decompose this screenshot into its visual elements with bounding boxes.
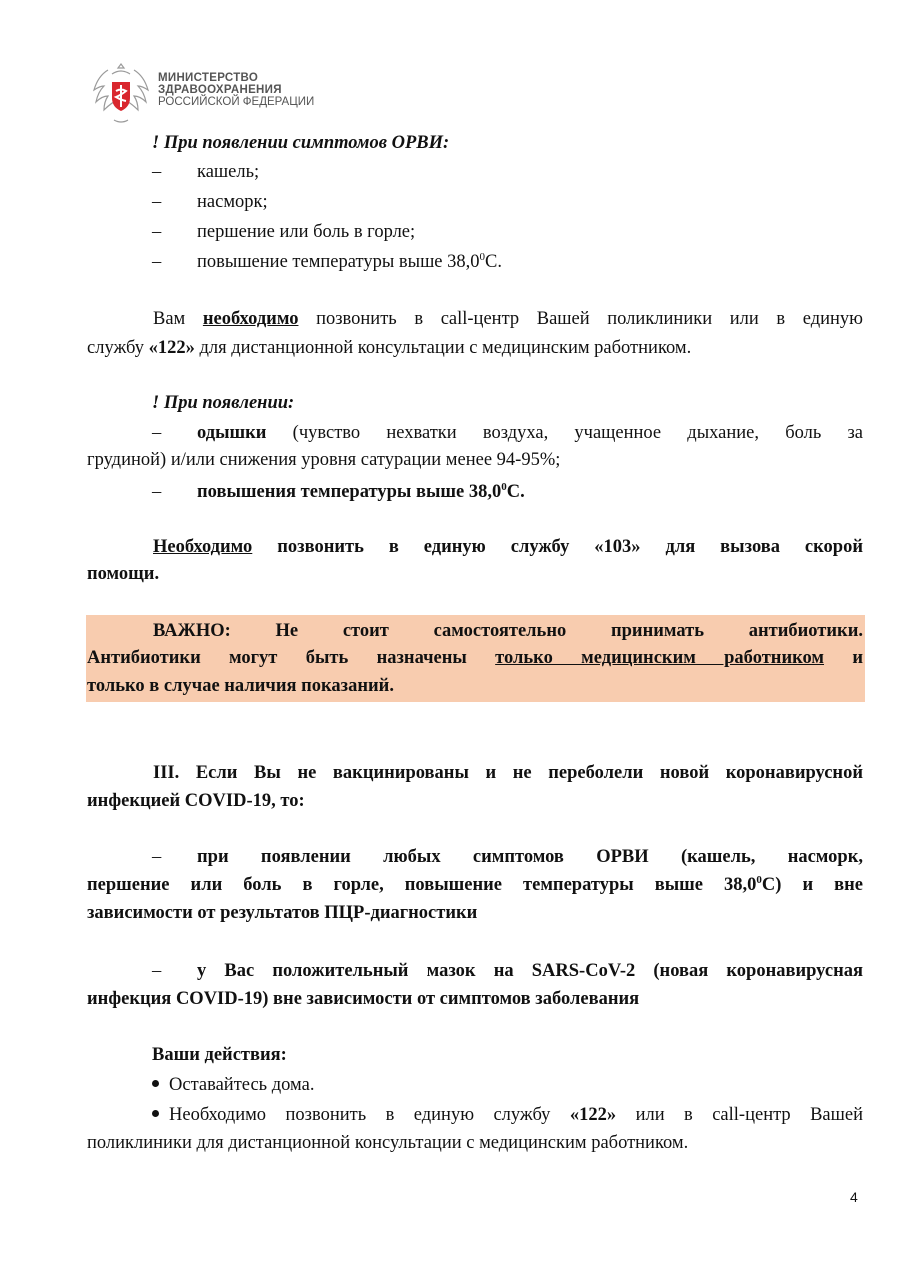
action-item-2-line2: поликлиники для дистанционной консультации с медицинским работником.	[87, 1133, 689, 1153]
action-item-1	[152, 1073, 314, 1097]
s3-item1-line1: при появлении любых симптомов ОРВИ (кашель, насморк,	[197, 847, 863, 867]
dyspnea-item-line1	[197, 421, 863, 445]
para1-line2a: службу	[87, 338, 144, 358]
only-medical-worker: только медицинским работником	[495, 648, 825, 668]
ambulance-paragraph-line2: помощи.	[87, 564, 160, 584]
important-line2c: и	[852, 648, 863, 668]
symptom-dash: –	[152, 482, 162, 502]
symptom-dash: –	[152, 222, 162, 242]
logo-line-2: ЗДРАВООХРАНЕНИЯ	[158, 84, 282, 96]
symptom-item	[197, 250, 502, 274]
dyspnea-rest: (чувство нехватки воздуха, учащенное дыхание, боль за	[292, 423, 863, 443]
section3-title-line2: инфекцией COVID-19, то:	[87, 791, 305, 811]
action-item-2-line1	[87, 1103, 863, 1127]
para1-line2c: для дистанционной консультации с медицинским работником.	[199, 338, 692, 358]
para1-rest: позвонить в call-центр Вашей поликлиники или в единую	[316, 309, 864, 329]
symptom-dash: –	[152, 847, 162, 867]
degree-sup: 0	[756, 873, 762, 886]
temp-unit: С.	[485, 252, 502, 272]
symptom-item: насморк;	[197, 192, 268, 212]
action2-c: или в call-центр Вашей	[635, 1105, 864, 1125]
actions-title: Ваши действия:	[152, 1045, 287, 1065]
fever-text: повышения температуры выше 38,0	[197, 482, 502, 502]
fever-item	[197, 480, 525, 504]
temp-text: повышение температуры выше 38,0	[197, 252, 480, 272]
ministry-name	[158, 72, 314, 108]
service-122: «122»	[148, 338, 195, 358]
bullet-icon	[152, 1110, 159, 1117]
important-line2	[87, 646, 863, 670]
action1-text: Оставайтесь дома.	[169, 1075, 315, 1095]
s3-item2-line2: инфекция COVID-19) вне зависимости от симптомов заболевания	[87, 989, 640, 1009]
s3-item2-line1: у Вас положительный мазок на SARS-CoV-2 (новая коронавирусная	[197, 961, 863, 981]
double-headed-eagle-emblem-icon	[90, 60, 152, 126]
degree-sup: 0	[479, 250, 486, 263]
important-line2a: Антибиотики могут быть назначены	[87, 648, 467, 668]
section3-title-line1: III. Если Вы не вакцинированы и не переболели новой коронавирусной	[153, 763, 863, 783]
symptom-item: кашель;	[197, 162, 260, 182]
necessary-emphasis: необходимо	[202, 309, 299, 329]
section2-title: ! При появлении:	[152, 393, 295, 413]
dyspnea-bold: одышки	[197, 423, 267, 443]
call-center-paragraph-line1	[87, 307, 863, 331]
dyspnea-item-line2: грудиной) и/или снижения уровня сатурации менее 94-95%;	[87, 450, 561, 470]
s3-item1-line2b: С) и вне	[761, 875, 863, 895]
s3-item1-line2a: першение или боль в горле, повышение температуры выше 38,0	[87, 875, 757, 895]
para1-word: Вам	[153, 309, 186, 329]
ambulance-rest: позвонить в единую службу «103» для вызова скорой	[277, 537, 864, 557]
symptom-dash: –	[152, 192, 162, 212]
call-center-paragraph-line2	[87, 336, 691, 360]
section1-title: ! При появлении симптомов ОРВИ:	[152, 133, 450, 153]
symptom-dash: –	[152, 162, 162, 182]
ambulance-paragraph-line1	[87, 535, 863, 559]
fever-unit: С.	[506, 482, 525, 502]
s3-item1-line2	[87, 873, 863, 897]
important-line3: только в случае наличия показаний.	[87, 676, 394, 696]
logo-line-3: РОССИЙСКОЙ ФЕДЕРАЦИИ	[158, 96, 315, 108]
symptom-dash: –	[152, 961, 162, 981]
action2-a: Необходимо позвонить в единую службу	[169, 1105, 551, 1125]
symptom-item: першение или боль в горле;	[197, 222, 416, 242]
page-number: 4	[850, 1189, 858, 1205]
important-line1: ВАЖНО: Не стоит самостоятельно принимать антибиотики.	[153, 621, 863, 641]
symptom-dash: –	[152, 423, 162, 443]
bullet-icon	[152, 1080, 159, 1087]
degree-sup: 0	[501, 480, 507, 493]
service-122: «122»	[569, 1105, 617, 1125]
s3-item1-line3: зависимости от результатов ПЦР-диагностики	[87, 903, 478, 923]
logo-line-1: МИНИСТЕРСТВО	[158, 72, 259, 84]
necessary-underlined: Необходимо	[153, 537, 253, 557]
symptom-dash: –	[152, 252, 162, 272]
ministry-logo	[90, 60, 330, 126]
